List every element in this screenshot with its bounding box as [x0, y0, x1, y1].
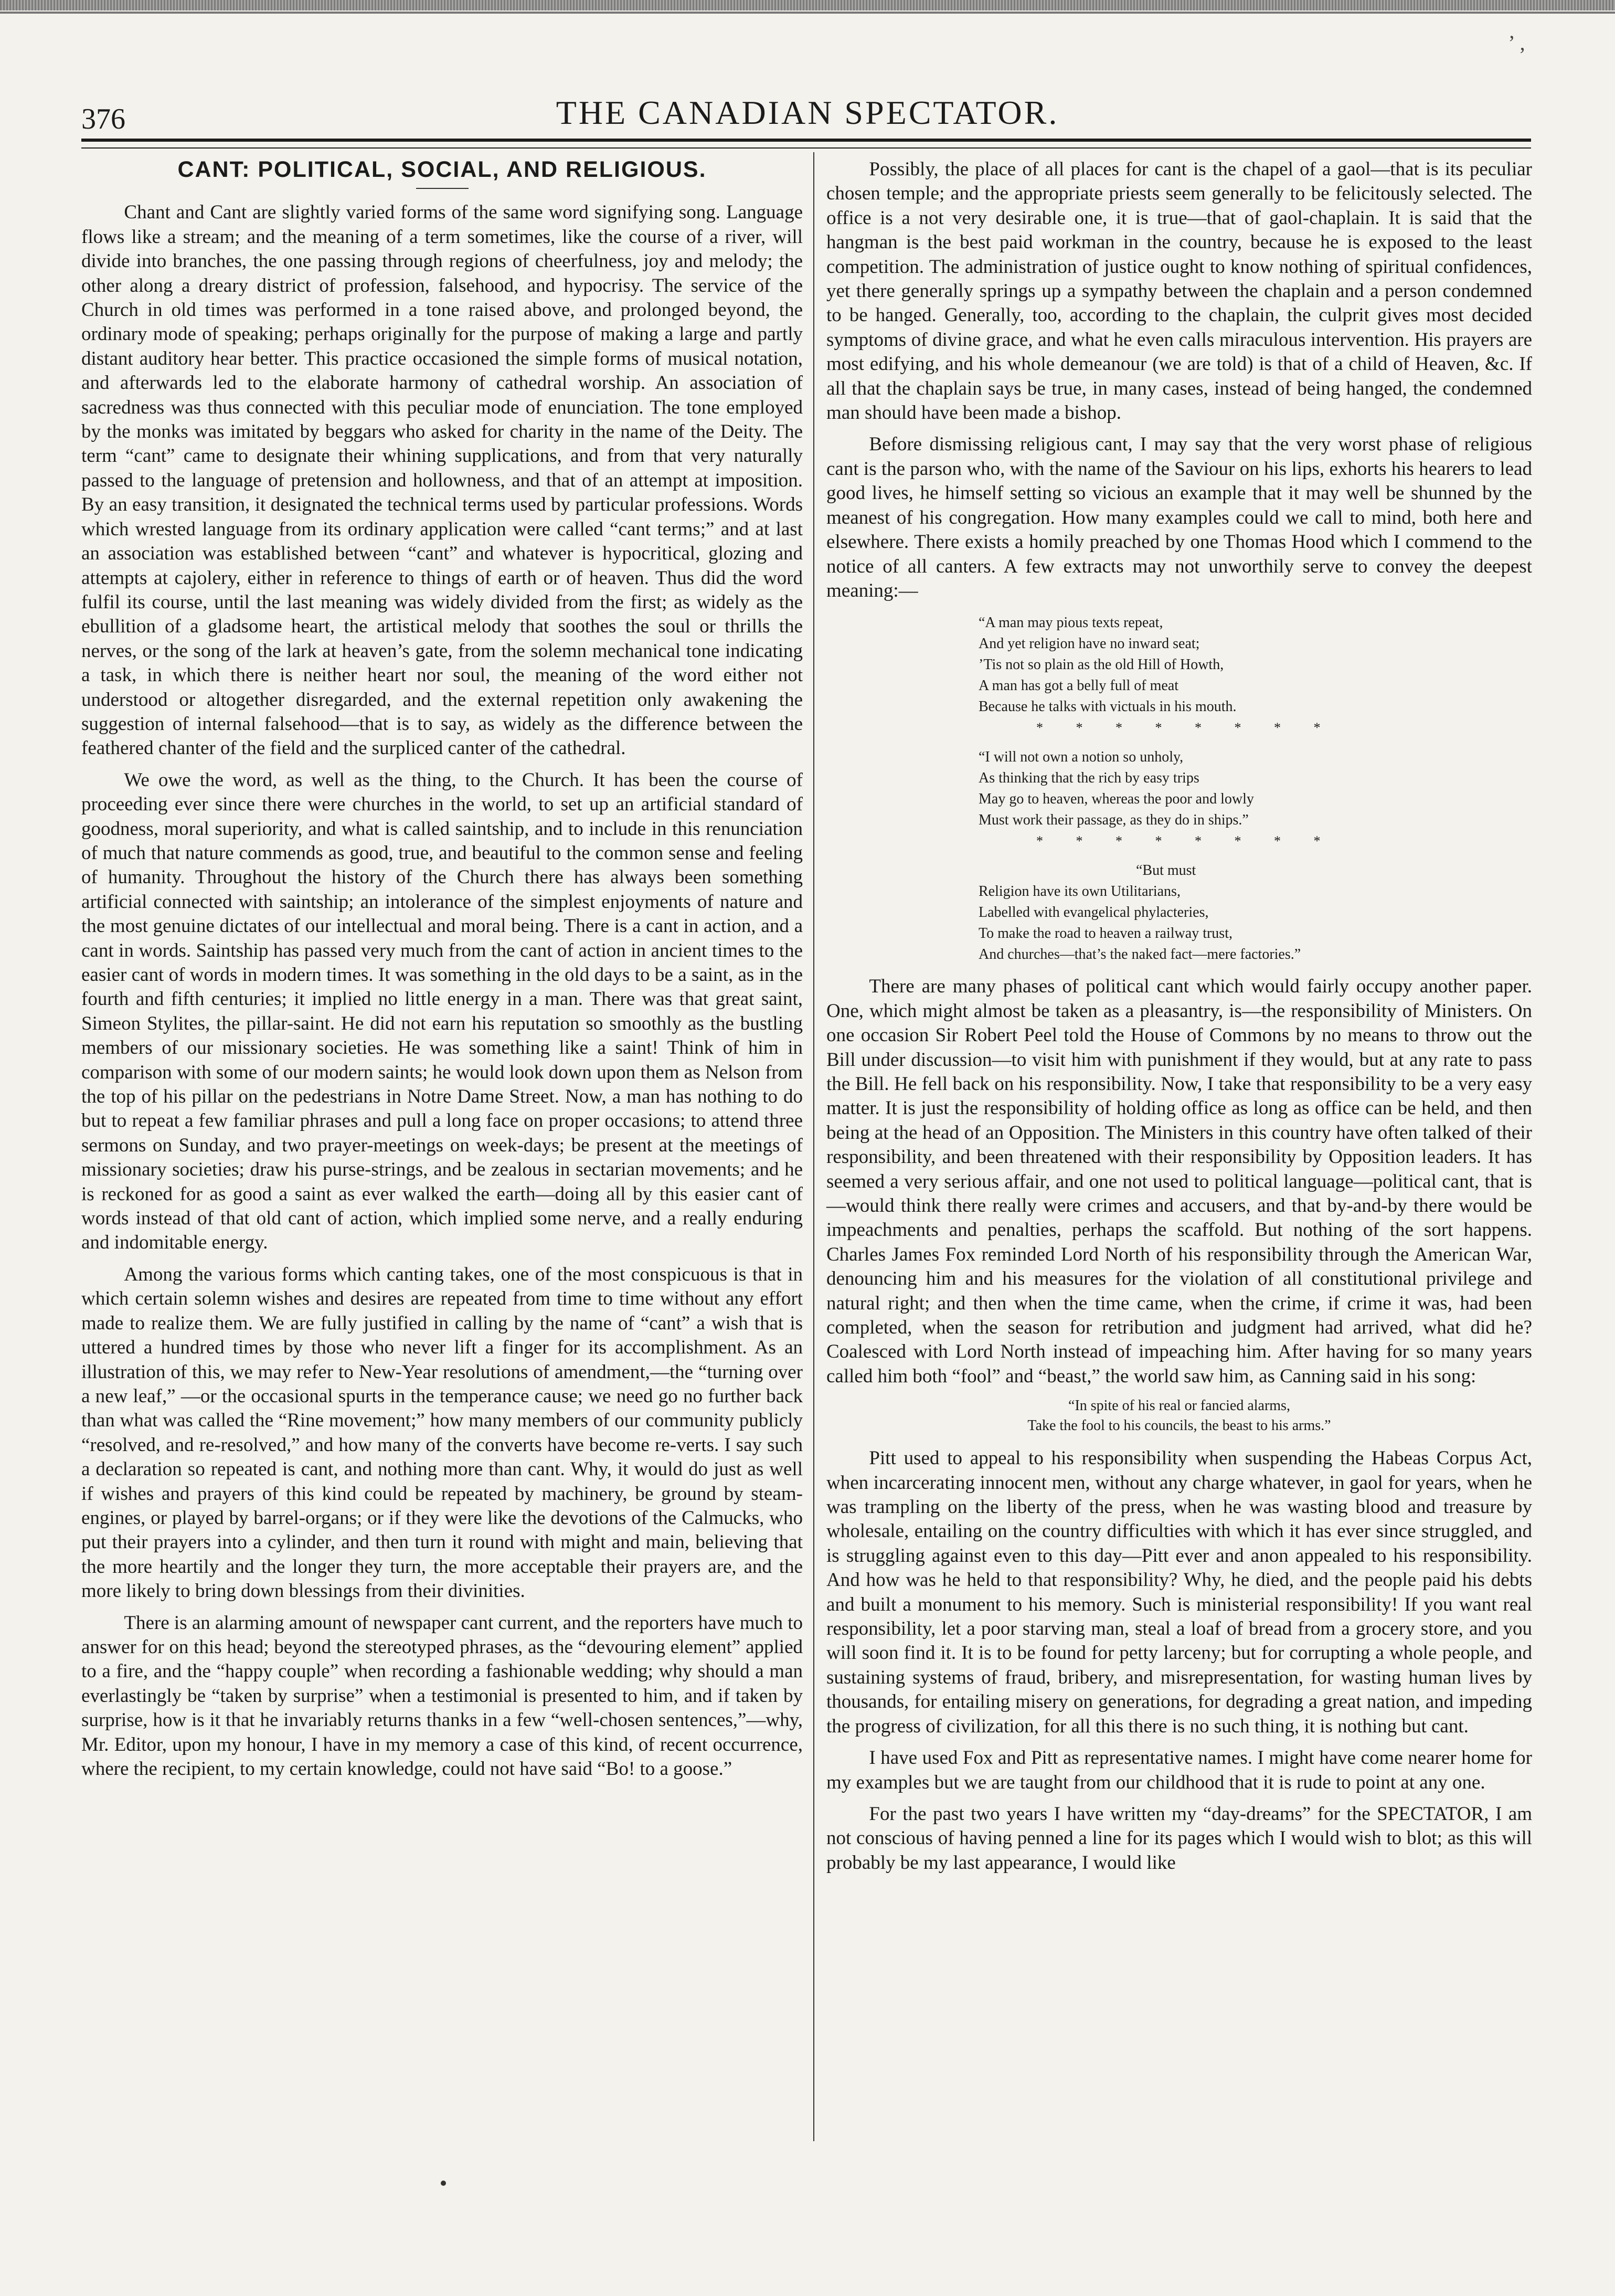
right-column — [826, 157, 1532, 1882]
top-border-line — [0, 12, 1615, 14]
poem-line: As thinking that the rich by easy trips — [979, 770, 1199, 787]
poem-stanza — [979, 747, 1532, 852]
quote-line: Take the fool to his councils, the beast to his arms.” — [1027, 1417, 1331, 1434]
poem-separator: * * * * * * * * — [1036, 833, 1335, 849]
poem-line: “I will not own a notion so unholy, — [979, 749, 1184, 766]
article-title: CANT: POLITICAL, SOCIAL, AND RELIGIOUS. — [177, 157, 707, 182]
poem-line: “A man may pious texts repeat, — [979, 615, 1163, 631]
left-column — [81, 157, 803, 1789]
paragraph: Before dismissing religious cant, I may say that the very worst phase of religious cant is the parson who, with the name of the Saviour on his lips, exhorts his hearers to lead good lives, he himself setting so vicious an example that it may well be shunned by the meanest of his congregation. How many examples could we call to mind, both here and elsewhere. There exists a homily preached by one Thomas Hood which I commend to the notice of all canters. A few extracts may not unworthily serve to convey the deepest meaning:— — [826, 433, 1532, 601]
poem-line: To make the road to heaven a railway trust, — [979, 925, 1232, 942]
paragraph: Among the various forms which canting takes, one of the most conspicuous is that in which certain solemn wishes and desires are repeated from time to time without any effort made to realize them. We are fully justified in calling by the name of “cant” a wish that is uttered a hundred times by those who never lift a finger for its accomplishment. As an illustration of this, we may refer to New-Year resolutions of amendment,—the “turning over a new leaf,” —or the occasional spurts in the temperance cause; we need go no further back than what was called the “Rine movement;” how many members of our community publicly “resolved, and re-resolved,” and how many of the converts have become re-verts. I say such a declaration so repeated is cant, and nothing more than cant. Why, it would do just as well if wishes and prayers of this kind could be repeated by machinery, be ground by steam-engines, or played by barrel-organs; or if they were like the devotions of the Calmucks, who put their prayers into a cylinder, and then turn it round with might and main, believing that the more heartily and the longer they turn, the more acceptable their prayers are, and the more likely to bring down blessings from their divinities. — [81, 1263, 803, 1602]
page-mark-dot — [441, 2181, 446, 2186]
canning-quote — [826, 1396, 1532, 1436]
quote-line: “In spite of his real or fancied alarms, — [1068, 1398, 1290, 1414]
paragraph: There are many phases of political cant which would fairly occupy another paper. One, which might almost be taken as a pleasantry, is—the responsibility of Ministers. On one occasion Sir Robert Peel told the House of Commons by no means to throw out the Bill under discussion—to visit him with punishment if they would, but at any rate to pass the Bill. He fell back on his responsibility. Now, I take that responsibility to be a very easy matter. It is just the responsibility of holding office as long as office can be held, and then being at the head of an Opposition. The Ministers in this country have often talked of their responsibility, and been threatened with their responsibility by Opposition leaders. It has seemed a very serious affair, and one not used to political language—political cant, that is—would think there really were crimes and accusers, and that by-and-by there would be impeachments and penalties, perhaps the scaffold. But nothing of the sort happens. Charles James Fox reminded Lord North of his responsibility through the American War, denouncing him and his measures for the violation of all constitutional privilege and natural right; and then when the time came, when the crime, if crime it was, had been completed, when the season for retribution and judgment had arrived, what did he? Coalesced with Lord North instead of impeaching him. After having for so many years called him both “fool” and “beast,” the world saw him, as Canning said in his song: — [826, 976, 1532, 1387]
poem-line: A man has got a belly full of meat — [979, 678, 1179, 694]
corner-mark: ’ ‚ — [1508, 31, 1526, 55]
poem-line: Because he talks with victuals in his mouth. — [979, 699, 1237, 715]
poem-line: ’Tis not so plain as the old Hill of Howth, — [979, 657, 1224, 673]
paragraph: I have used Fox and Pitt as representative names. I might have come nearer home for my examples but we are taught from our childhood that it is rude to point at any one. — [826, 1747, 1532, 1793]
poem-line: Labelled with evangelical phylacteries, — [979, 904, 1209, 921]
poem-stanza — [979, 612, 1532, 738]
poem-line: Religion have its own Utilitarians, — [979, 883, 1181, 900]
masthead-rule — [81, 139, 1531, 149]
top-border-rule — [0, 0, 1615, 10]
masthead-title: THE CANADIAN SPECTATOR. — [556, 94, 1059, 131]
paragraph: Chant and Cant are slightly varied forms of the same word signifying song. Language flows like a stream; and the meaning of a term sometimes, like the course of a river, will divide into branches, the one passing through regions of cheerfulness, joy and melody; the other along a dreary district of profession, falsehood, and hypocrisy. The service of the Church in old times was performed in a tone raised above, and prolonged beyond, the ordinary mode of speaking; perhaps originally for the purpose of making a large and partly distant auditory hear better. This practice occasioned the simple forms of musical notation, and afterwards led to the elaborate harmony of cathedral worship. An association of sacredness was thus connected with this peculiar mode of enunciation. The tone employed by the monks was imitated by beggars who asked for charity in the name of the Deity. The term “cant” came to designate their whining supplications, and from that very naturally passed to the language of pretension and hollowness, and that of an attempt at imposition. By an easy transition, it designated the technical terms used by particular professions. Words which wrested language from its ordinary application were called “cant terms;” and at last an association was established between “cant” and whatever is hypocritical, glozing and attempts at cajolery, either in reference to things of earth or of heaven. Thus did the word fulfil its course, until the last meaning was widely divided from the first; as widely as the ebullition of a gladsome heart, the artistical melody that soothes the soul or thrills the nerves, or the song of the lark at heaven’s gate, from the solemn mechanical tone indicating a task, in which there is neither heart nor soul, the meaning of the word either not understood or altogether disregarded, and the external repetition only awakening the suggestion of internal falsehood—that is to say, as widely as the difference between the feathered chanter of the field and the surpliced canter of the cathedral. — [81, 202, 803, 759]
hood-poem — [979, 612, 1532, 965]
poem-line: And churches—that’s the naked fact—mere factories.” — [979, 946, 1301, 963]
paragraph: There is an alarming amount of newspaper cant current, and the reporters have much to answer for on this head; beyond the stereotyped phrases, as the “devouring element” applied to a fire, and the “happy couple” when recording a fashionable wedding; why should a man everlastingly be “taken by surprise” when a testimonial is presented to him, and if taken by surprise, how is it that he invariably returns thanks in a few “well-chosen sentences,”—why, Mr. Editor, upon my honour, I have in my memory a case of this kind, of recent occurrence, where the recipient, to my certain knowledge, could not have said “Bo! to a goose.” — [81, 1612, 803, 1780]
poem-line: And yet religion have no inward seat; — [979, 636, 1200, 652]
poem-line: “But must — [1136, 862, 1196, 879]
paragraph: Pitt used to appeal to his responsibility when suspending the Habeas Corpus Act, when incarcerating innocent men, without any charge whatever, in gaol for years, when he was trampling on the liberty of the press, when he was wasting blood and treasure by wholesale, entailing on the country difficulties with which it has ever since struggled, and is struggling against even to this day—Pitt ever and anon appealed to his responsibility. And how was he held to that responsibility? Why, he died, and the people paid his debts and built a monument to his memory. Such is ministerial responsibility! If you want real responsibility, let a poor starving man, steal a loaf of bread from a grocery store, and you will soon find it. It is to be found for petty larceny; but for corrupting a whole people, and sustaining systems of fraud, bribery, and misrepresentation, for wasting human lives by thousands, for entailing misery on generations, for degrading a great nation, and impeding the progress of civilization, for all this there is no such thing, it is nothing but cant. — [826, 1447, 1532, 1737]
title-rule — [416, 188, 469, 189]
column-divider — [813, 152, 814, 2141]
poem-separator: * * * * * * * * — [1036, 720, 1335, 736]
poem-line: Must work their passage, as they do in ships.” — [979, 812, 1249, 829]
paragraph: We owe the word, as well as the thing, to the Church. It has been the course of proceeding ever since there were churches in the world, to set up an artificial standard of goodness, moral superiority, and what is called saintship, and to include in this renunciation of much that nature commends as good, true, and beautiful to the common sense and feeling of humanity. Throughout the history of the Church there has always been something artificial connected with saintship; an intolerance of the simplest enjoyments of nature and the most genuine dictates of our intellectual and moral being. There is a cant in action, and a cant in words. Saintship has passed very much from the cant of action in ancient times to the easier cant of words in modern times. It was something in the old days to be a saint, as in the fourth and fifth centuries; it implied no little energy in a man. There was that great saint, Simeon Stylites, the pillar-saint. He did not earn his reputation so smoothly as the bustling members of our missionary societies. He was something like a saint! Think of him in comparison with some of our modern saints; he would look down upon them as Nelson from the top of his pillar on the pedestrians in Notre Dame Street. Now, a man has nothing to do but to repeat a few familiar phrases and pull a long face on proper occasions; to attend three sermons on Sunday, and two prayer-meetings on week-days; be present at the meetings of missionary societies; draw his purse-strings, and be zealous in sectarian movements; and he is reckoned for as good a saint as ever walked the earth—doing all by this easier cant of words instead of that old cant of action, which implied some nerve, and a really enduring and indomitable energy. — [81, 769, 803, 1254]
poem-line: May go to heaven, whereas the poor and lowly — [979, 791, 1254, 808]
poem-stanza — [979, 860, 1532, 965]
paragraph: Possibly, the place of all places for cant is the chapel of a gaol—that is its peculiar chosen temple; and the appropriate priests seem generally to be felicitously selected. The office is a not very desirable one, it is true—that of gaol-chaplain. It is said that the hangman is the best paid workman in the country, because he is exposed to the least competition. The administration of justice ought to know nothing of spiritual confidences, yet there generally springs up a sympathy between the chaplain and a person condemned to be hanged. Generally, too, according to the chaplain, the culprit gives most decided symptoms of divine grace, and what he even calls miraculous intervention. His prayers are most edifying, and his whole demeanour (we are told) is that of a child of Heaven, &c. If all that the chaplain says be true, in many cases, instead of being hanged, the condemned man should have been made a bishop. — [826, 158, 1532, 424]
page-number: 376 — [81, 103, 125, 135]
paragraph: For the past two years I have written my “day-dreams” for the SPECTATOR, I am not conscious of having penned a line for its pages which I would wish to blot; as this will probably be my last appearance, I would like — [826, 1803, 1532, 1874]
